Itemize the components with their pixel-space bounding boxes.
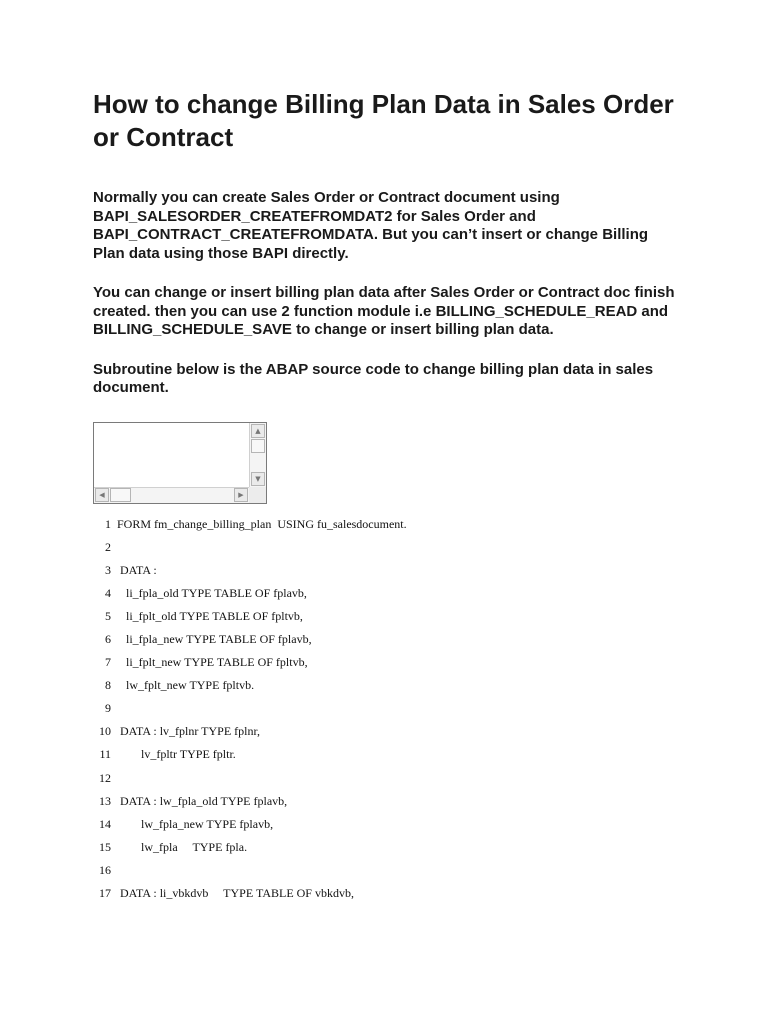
code-line [93, 584, 683, 607]
code-text: lw_fpla TYPE fpla. [117, 839, 248, 854]
line-number: 11 [99, 747, 111, 762]
scroll-down-icon[interactable]: ▼ [251, 472, 265, 486]
line-number: 1 [105, 516, 111, 531]
horizontal-scrollbar[interactable] [94, 487, 250, 503]
line-number: 8 [105, 678, 111, 693]
code-line [93, 815, 683, 838]
scroll-up-icon[interactable]: ▲ [251, 424, 265, 438]
code-text: li_fpla_new TYPE TABLE OF fplavb, [117, 631, 312, 646]
code-text: DATA : [117, 562, 157, 577]
scrollbar-corner [249, 487, 266, 503]
code-text: FORM fm_change_billing_plan USING fu_salesdocument. [117, 516, 407, 531]
embedded-code-frame[interactable] [93, 422, 267, 504]
code-text: DATA : li_vbkdvb TYPE TABLE OF vbkdvb, [117, 886, 354, 900]
code-line [93, 745, 683, 768]
code-line [93, 538, 683, 561]
code-line [93, 699, 683, 722]
line-number: 10 [99, 724, 111, 739]
article [93, 88, 683, 907]
code-text: li_fpla_old TYPE TABLE OF fplavb, [117, 585, 307, 600]
code-line [93, 515, 683, 538]
line-number: 12 [99, 770, 111, 785]
vertical-scroll-thumb[interactable] [251, 439, 265, 453]
code-line [93, 653, 683, 676]
code-line [93, 792, 683, 815]
code-text: li_fplt_new TYPE TABLE OF fpltvb, [117, 655, 308, 670]
code-line [93, 607, 683, 630]
subroutine-paragraph: Subroutine below is the ABAP source code to change billing plan data in sales document. [93, 360, 654, 396]
vertical-scrollbar[interactable] [249, 423, 266, 487]
code-text: lw_fpla_new TYPE fplavb, [117, 816, 274, 831]
code-line [93, 769, 683, 792]
code-text: DATA : lv_fplnr TYPE fplnr, [117, 724, 260, 739]
line-number: 7 [105, 655, 111, 670]
code-text: DATA : lw_fpla_old TYPE fplavb, [117, 793, 288, 808]
line-number: 15 [99, 839, 111, 854]
code-text: lv_fpltr TYPE fpltr. [117, 747, 236, 762]
code-line [93, 630, 683, 653]
code-text: li_fplt_old TYPE TABLE OF fpltvb, [117, 608, 303, 623]
function-module-paragraph: You can change or insert billing plan data after Sales Order or Contract doc finish created. then you can use 2 function module i.e BILLING_SCHEDULE_READ and BILLING_SCHEDULE_SAVE to change or insert billing plan data. [93, 284, 675, 338]
code-line [93, 884, 683, 907]
line-number: 4 [105, 585, 111, 600]
code-line [93, 861, 683, 884]
line-number: 17 [99, 886, 111, 900]
line-number: 13 [99, 793, 111, 808]
line-number: 16 [99, 862, 111, 877]
code-listing [93, 515, 683, 908]
code-text: lw_fplt_new TYPE fpltvb. [117, 678, 255, 693]
scroll-right-icon[interactable]: ▶ [234, 488, 248, 502]
line-number: 14 [99, 816, 111, 831]
line-number: 6 [105, 631, 111, 646]
code-line [93, 838, 683, 861]
page-title: How to change Billing Plan Data in Sales Order or Contract [93, 89, 674, 152]
line-number: 5 [105, 608, 111, 623]
code-line [93, 561, 683, 584]
code-line [93, 676, 683, 699]
horizontal-scroll-thumb[interactable] [110, 488, 131, 502]
code-line [93, 722, 683, 745]
line-number: 2 [105, 539, 111, 554]
line-number: 3 [105, 562, 111, 577]
scroll-left-icon[interactable]: ◀ [95, 488, 109, 502]
line-number: 9 [105, 701, 111, 716]
intro-paragraph: Normally you can create Sales Order or Contract document using BAPI_SALESORDER_CREATEFROMDAT2 for Sales Order and BAPI_CONTRACT_CREATEFROMDATA. But you can’t insert or change Billing Plan data using those BAPI directly. [93, 189, 649, 262]
